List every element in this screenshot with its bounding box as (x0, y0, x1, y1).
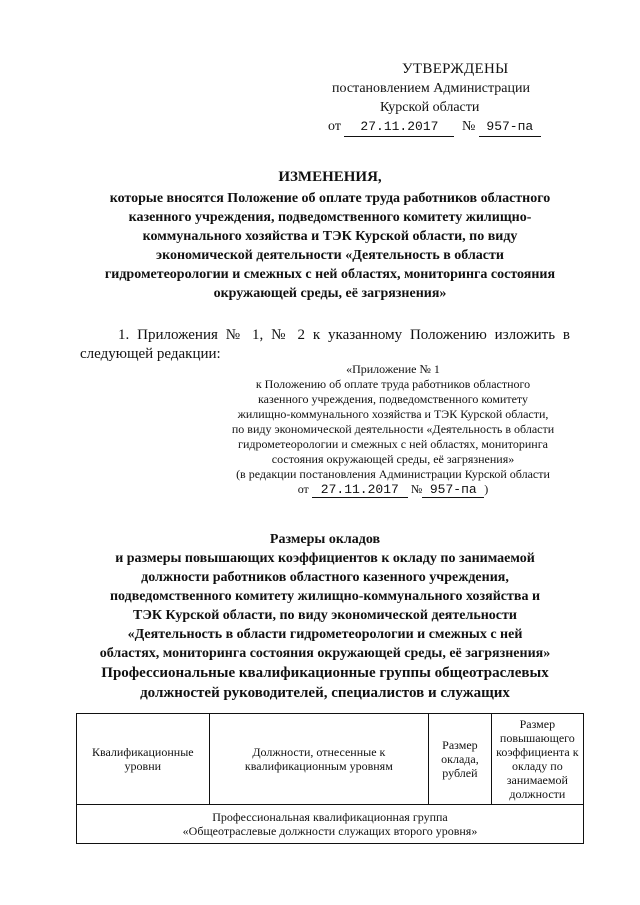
header-qualification-levels: Квалификационные уровни (77, 714, 210, 805)
approval-title: УТВЕРЖДЕНЫ (402, 61, 509, 77)
approval-number: 957-па (479, 117, 541, 137)
table-header-row (77, 714, 584, 805)
changes-line: которые вносятся Положение об оплате труда работников областного (109, 191, 551, 206)
table-row (77, 805, 584, 844)
sizes-line: должности работников областного казенного учреждения, (141, 570, 509, 585)
paragraph-line-2: следующей редакции: (80, 346, 221, 362)
appendix-line: (в редакции постановления Администрации Курской области (236, 467, 550, 481)
appendix-line: гидрометеорологии и смежных с ней областях, мониторинга (238, 437, 548, 451)
appendix-line: по виду экономической деятельности «Деятельность в области (231, 422, 555, 436)
paragraph-line-1: 1. Приложения № 1, № 2 к указанному Положению изложить в (118, 327, 570, 343)
changes-title: ИЗМЕНЕНИЯ, (278, 169, 382, 185)
group-row-line-2: «Общеотраслевые должности служащих второго уровня» (182, 824, 478, 838)
appendix-date: 27.11.2017 (312, 482, 408, 498)
approval-line-1: постановлением Администрации (332, 81, 530, 96)
changes-line: экономической деятельности «Деятельность в области (156, 248, 504, 263)
group-row-cell (77, 805, 584, 844)
sizes-heading (75, 530, 575, 663)
salary-table (76, 713, 584, 844)
groups-line-1: Профессиональные квалификационные группы общеотраслевых (101, 665, 549, 681)
appendix-number-prefix: № (410, 482, 423, 496)
changes-line: коммунального хозяйства и ТЭК Курской области, по виду (142, 229, 518, 244)
amendment-paragraph (80, 326, 570, 364)
sizes-line: подведомственного комитету жилищно-коммунального хозяйства и (109, 589, 541, 604)
approval-date-line (318, 117, 578, 137)
approval-date: 27.11.2017 (344, 117, 454, 137)
changes-line: гидрометеорологии и смежных с ней областях, мониторинга состояния (104, 267, 556, 282)
appendix-line: состояния окружающей среды, её загрязнения» (271, 452, 515, 466)
sizes-line: и размеры повышающих коэффициентов к окладу по занимаемой (115, 551, 535, 566)
sizes-line: «Деятельность в области гидрометеорологии и смежных с ней (127, 627, 523, 642)
approval-date-prefix: от (328, 119, 341, 134)
header-positions: Должности, отнесенные к квалификационным уровням (209, 714, 429, 805)
appendix-block (198, 362, 588, 498)
changes-heading (60, 168, 600, 303)
approval-line-2: Курской области (380, 100, 480, 115)
approval-number-prefix: № (461, 119, 476, 134)
appendix-line: казенного учреждения, подведомственного комитету (258, 392, 528, 406)
sizes-line: ТЭК Курской области, по виду экономической деятельности (133, 608, 517, 623)
header-salary: Размер оклада, рублей (429, 714, 492, 805)
appendix-line: к Положению об оплате труда работников областного (255, 377, 531, 391)
sizes-line: Размеры окладов (269, 532, 381, 547)
approval-block (318, 60, 578, 137)
appendix-line: «Приложение № 1 (346, 362, 440, 376)
appendix-number: 957-па (422, 482, 484, 498)
groups-heading (75, 663, 575, 703)
appendix-line: жилищно-коммунального хозяйства и ТЭК Курской области, (237, 407, 549, 421)
changes-line: казенного учреждения, подведомственного комитету жилищно- (128, 210, 532, 225)
header-coefficient: Размер повышающего коэффициента к окладу по занимаемой должности (491, 714, 583, 805)
appendix-date-prefix: от (297, 482, 309, 496)
changes-line: окружающей среды, её загрязнения» (213, 286, 447, 301)
appendix-close: ) (484, 482, 489, 496)
appendix-date-line (198, 482, 588, 498)
group-row-line-1: Профессиональная квалификационная группа (212, 810, 448, 824)
sizes-line: областях, мониторинга состояния окружающей среды, её загрязнения» (99, 646, 551, 661)
groups-line-2: должностей руководителей, специалистов и служащих (140, 685, 510, 701)
